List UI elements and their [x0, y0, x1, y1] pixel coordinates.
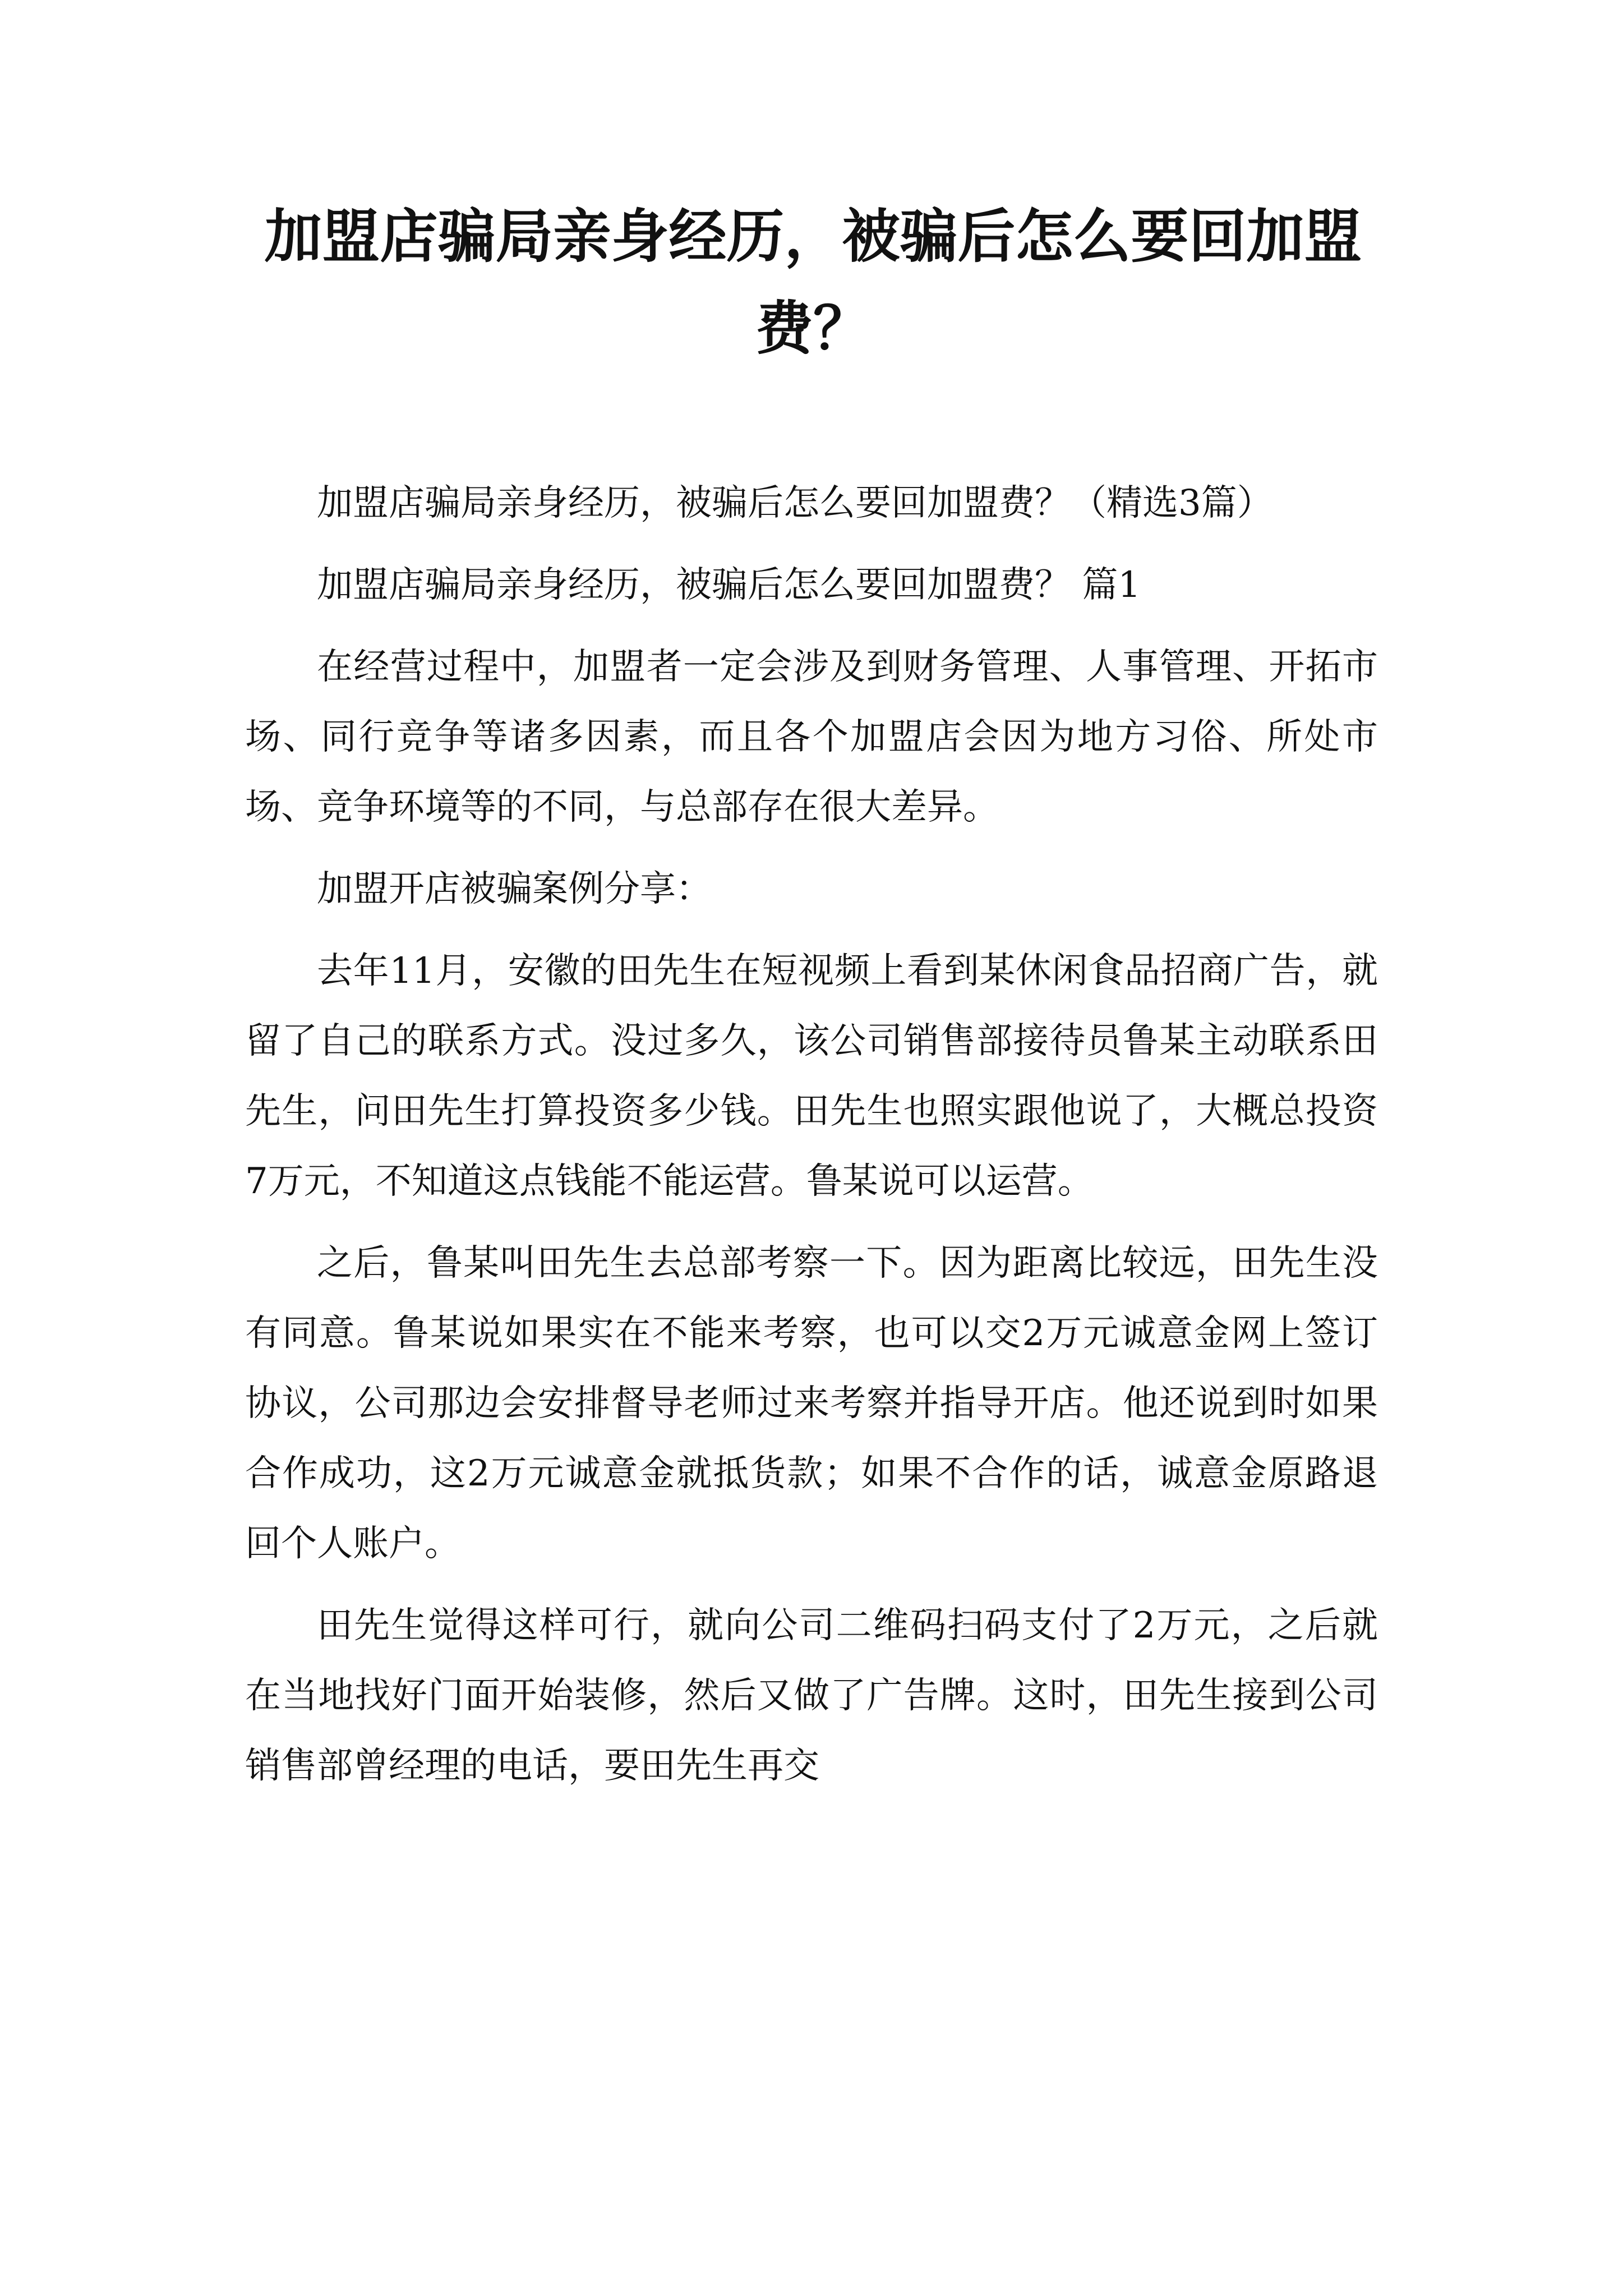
- paragraph-management: 在经营过程中，加盟者一定会涉及到财务管理、人事管理、开拓市场、同行竞争等诸多因素，而且各个加盟店会因为地方习俗、所处市场、竞争环境等的不同，与总部存在很大差异。: [245, 646, 1378, 828]
- paragraph-case-heading: 加盟开店被骗案例分享：: [317, 868, 712, 910]
- paragraph-case-3: 田先生觉得这样可行，就向公司二维码扫码支付了2万元，之后就在当地找好门面开始装修，然后又做了广告牌。这时，田先生接到公司销售部曾经理的电话，要田先生再交: [245, 1605, 1378, 1787]
- document-body: [245, 468, 1378, 1813]
- paragraph-section-heading: 加盟店骗局亲身经历，被骗后怎么要回加盟费？ 篇1: [317, 564, 1141, 606]
- paragraph-intro: 加盟店骗局亲身经历，被骗后怎么要回加盟费？（精选3篇）: [317, 482, 1273, 524]
- paragraph-case-2: 之后，鲁某叫田先生去总部考察一下。因为距离比较远，田先生没有同意。鲁某说如果实在不能来考察，也可以交2万元诚意金网上签订协议，公司那边会安排督导老师过来考察并指导开店。他还说到时如果合作成功，这2万元诚意金就抵货款；如果不合作的话，诚意金原路退回个人账户。: [245, 1243, 1378, 1565]
- paragraph-case-1: 去年11月，安徽的田先生在短视频上看到某休闲食品招商广告，就留了自己的联系方式。没过多久，该公司销售部接待员鲁某主动联系田先生，问田先生打算投资多少钱。田先生也照实跟他说了，大概总投资7万元，不知道这点钱能不能运营。鲁某说可以运营。: [245, 950, 1378, 1202]
- document-title: 加盟店骗局亲身经历，被骗后怎么要回加盟费？: [264, 203, 1362, 362]
